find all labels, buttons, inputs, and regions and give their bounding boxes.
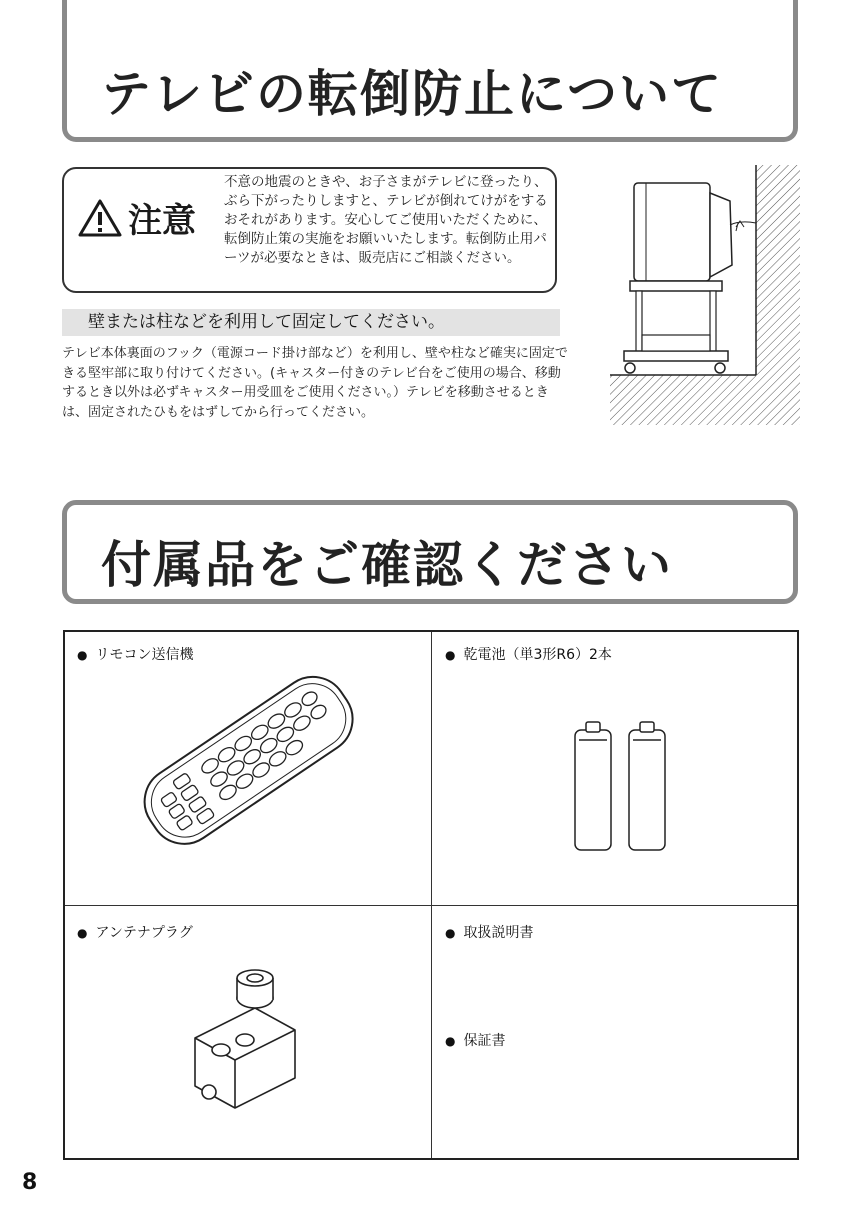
accessory-label: ● リモコン送信機 [77,647,194,663]
bullet-icon: ● [77,926,88,940]
subheading: 壁または柱などを利用して固定してください。 [62,309,560,336]
remote-control-icon [105,654,385,874]
caution-word: 注意 [128,201,196,241]
bullet-icon: ● [445,648,456,662]
warning-icon [78,198,122,238]
bullet-icon: ● [445,1034,456,1048]
caution-label [78,193,196,242]
bullet-icon: ● [445,926,456,940]
section-title-box [62,0,798,142]
divider [431,632,432,1158]
accessory-label: ● アンテナプラグ [77,925,193,941]
antenna-plug-icon [175,968,305,1118]
caution-text: 不意の地震のときや、お子さまがテレビに登ったり、ぶら下がったりしますと、テレビが倒れてけがをするおそれがあります。安心してご使用いただくために、転倒防止策の実施をお願いいたします。転倒防止用パーツが必要なときは、販売店にご相談ください。 [224,174,548,266]
tv-anchoring-illustration [610,165,800,425]
bullet-icon: ● [77,648,88,662]
battery-icon [565,718,675,858]
section-title: 付属品をご確認ください [101,536,673,594]
page-number: 8 [22,1170,38,1195]
accessory-label: ● 保証書 [445,1033,506,1049]
accessory-label: ● 取扱説明書 [445,925,534,941]
body-text: テレビ本体裏面のフック（電源コード掛け部など）を利用し、壁や柱など確実に固定できる堅牢部に取り付けてください。(キャスター付きのテレビ台をご使用の場合、移動するとき以外は必ずキャスター用受皿をご使用ください。）テレビを移動させるときは、固定されたひもをはずしてから行ってください。 [62,346,568,420]
caution-box [62,167,557,293]
accessory-label: ● 乾電池（単3形R6）2本 [445,647,612,663]
section-title-box [62,500,798,604]
section-title: テレビの転倒防止について [101,65,723,123]
accessories-table [63,630,799,1160]
divider [65,905,797,906]
